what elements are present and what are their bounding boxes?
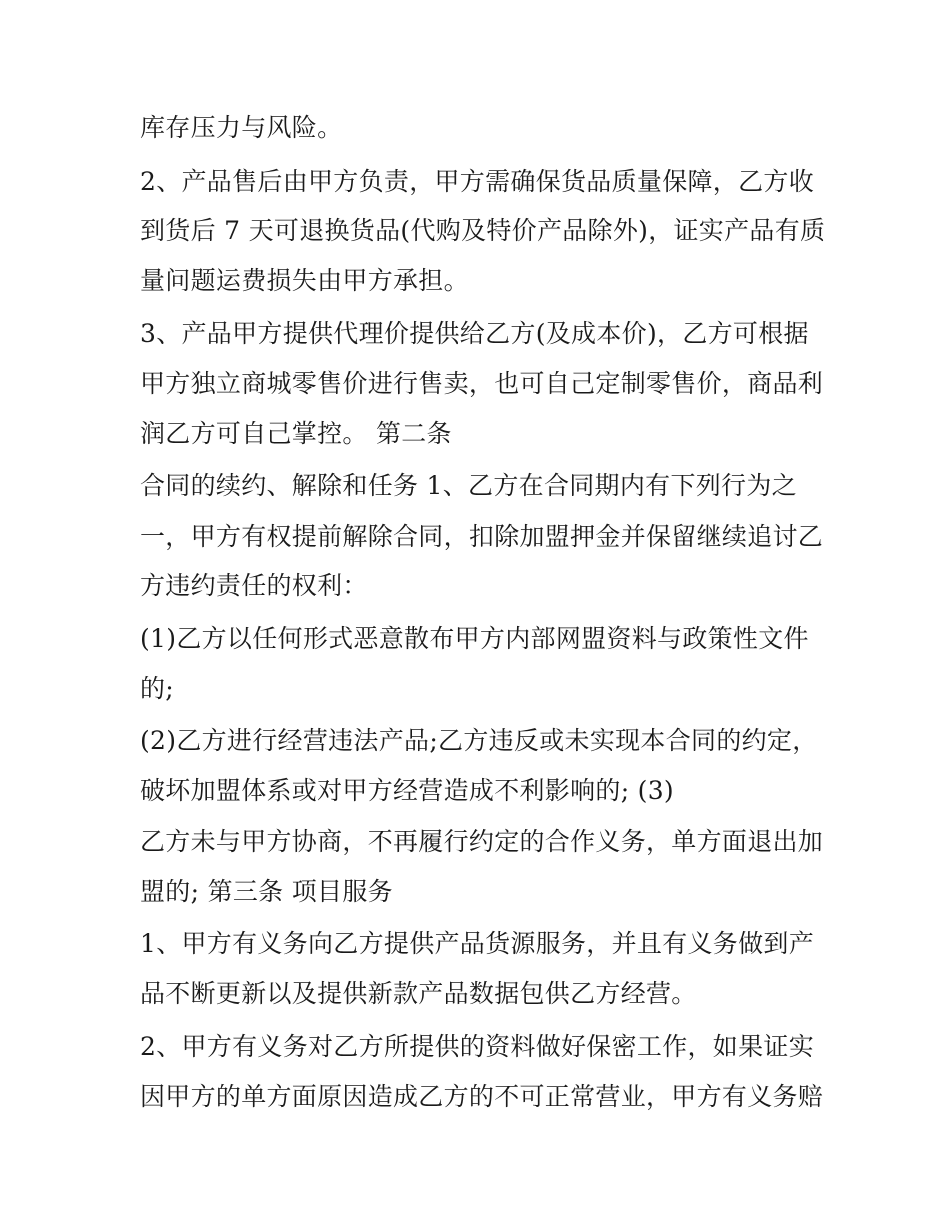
text-line: 库存压力与风险。 — [140, 113, 343, 142]
text-line: (2)乙方进行经营违法产品;乙方违反或未实现本合同的约定， — [140, 726, 818, 755]
text-line: 合同的续约、解除和任务 1、乙方在合同期内有下列行为之 — [140, 471, 797, 500]
text-line: 2、产品售后由甲方负责，甲方需确保货品质量保障，乙方收 — [140, 167, 815, 196]
text-line: 的; — [140, 674, 175, 703]
text-line: 甲方独立商城零售价进行售卖，也可自己定制零售价，商品利 — [140, 369, 824, 398]
text-line: 量问题运费损失由甲方承担。 — [140, 266, 469, 295]
text-line: 破坏加盟体系或对甲方经营造成不利影响的; (3) — [140, 776, 674, 805]
text-line: 润乙方可自己掌控。 第二条 — [140, 419, 452, 448]
text-line: 3、产品甲方提供代理价提供给乙方(及成本价)，乙方可根据 — [140, 319, 809, 348]
text-line: 乙方未与甲方协商，不再履行约定的合作义务，单方面退出加 — [140, 827, 824, 856]
text-line: 1、甲方有义务向乙方提供产品货源服务，并且有义务做到产 — [140, 929, 815, 958]
text-line: 品不断更新以及提供新款产品数据包供乙方经营。 — [140, 979, 697, 1008]
text-line: 因甲方的单方面原因造成乙方的不可正常营业，甲方有义务赔 — [140, 1082, 824, 1111]
text-line: (1)乙方以任何形式恶意散布甲方内部网盟资料与政策性文件 — [140, 624, 809, 653]
text-line: 2、甲方有义务对乙方所提供的资料做好保密工作，如果证实 — [140, 1032, 815, 1061]
text-line: 到货后 7 天可退换货品(代购及特价产品除外)，证实产品有质 — [140, 216, 826, 245]
text-line: 一，甲方有权提前解除合同，扣除加盟押金并保留继续追讨乙 — [140, 522, 824, 551]
text-line: 方违约责任的权利： — [140, 571, 368, 600]
text-line: 盟的; 第三条 项目服务 — [140, 877, 393, 906]
